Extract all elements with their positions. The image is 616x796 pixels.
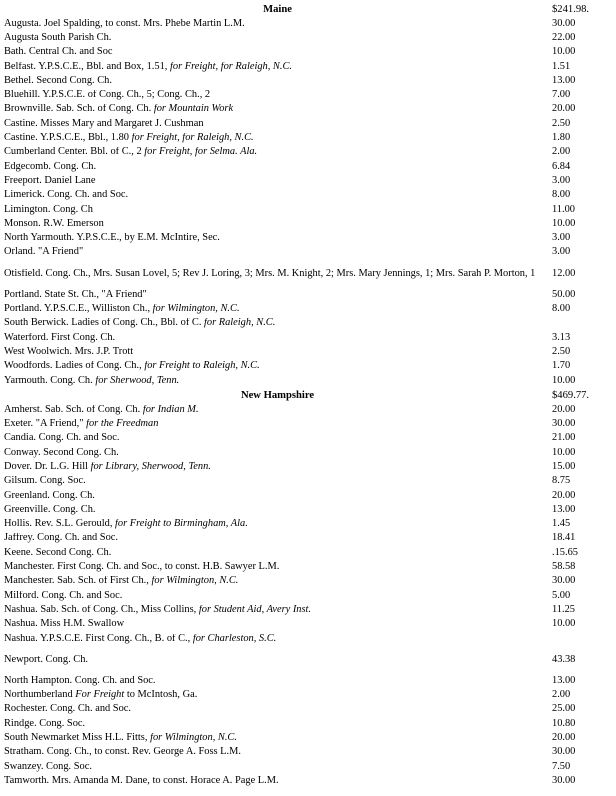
- entry-text: Swanzey. Cong. Soc.: [4, 761, 92, 772]
- entry-donor: [0, 62, 551, 73]
- entry-amount: 13.00: [552, 503, 576, 515]
- entry-amount: 13.00: [552, 674, 576, 686]
- entry-donor: [0, 655, 551, 666]
- entry-amount: 21.00: [552, 432, 576, 444]
- entry-amount: 5.00: [552, 589, 571, 601]
- entry-amount: 18.41: [552, 532, 576, 544]
- entry-amount: 2.50: [552, 345, 571, 357]
- ledger-row: [0, 174, 616, 188]
- ledger-row: [0, 589, 616, 603]
- entry-designation: for Charleston, S.C.: [192, 633, 277, 644]
- ledger-row: [0, 560, 616, 574]
- ledger-row: [0, 489, 616, 503]
- entry-designation: for Freight, for Selma. Ala.: [144, 147, 258, 158]
- entry-donor: [0, 462, 551, 473]
- entry-text: Exeter. "A Friend,": [4, 419, 84, 430]
- entry-amount: 1.45: [552, 518, 571, 530]
- entry-text: Manchester. First Cong. Ch. and Soc., to const. H.B. Sawyer L.M.: [4, 562, 280, 573]
- entry-text: Jaffrey. Cong. Ch. and Soc.: [4, 533, 118, 544]
- entry-donor: [0, 361, 551, 372]
- entry-donor: [0, 133, 551, 144]
- ledger-row: [0, 345, 616, 359]
- entry-amount: 3.13: [552, 331, 571, 343]
- ledger-row: [0, 646, 616, 674]
- ledger-row: [0, 417, 616, 431]
- entry-donor: [0, 762, 551, 773]
- entry-text-tail: to McIntosh, Ga.: [126, 690, 198, 701]
- entry-designation: for Wilmington, N.C.: [150, 733, 237, 744]
- entry-text: Milford. Cong. Ch. and Soc.: [4, 590, 123, 601]
- entry-amount: 30.00: [552, 418, 576, 430]
- ledger-row: [0, 518, 616, 532]
- entry-amount: 10.00: [552, 46, 576, 58]
- ledger-row: [0, 288, 616, 302]
- entry-text: Yarmouth. Cong. Ch.: [4, 375, 93, 386]
- entry-text: Castine. Y.P.S.C.E., Bbl., 1.80: [4, 133, 129, 144]
- entry-donor: [0, 90, 551, 101]
- entry-designation: for Sherwood, Tenn.: [95, 375, 180, 386]
- ledger-row: [0, 146, 616, 160]
- entry-text: Hollis. Rev. S.L. Gerould,: [4, 519, 113, 530]
- entry-donor: [0, 676, 551, 687]
- entry-text: Nashua. Miss H.M. Swallow: [4, 619, 125, 630]
- ledger-row: [0, 503, 616, 517]
- entry-donor: [0, 491, 551, 502]
- entry-donor: [0, 205, 551, 216]
- entry-text: North Hampton. Cong. Ch. and Soc.: [4, 675, 156, 686]
- ledger-row: [0, 231, 616, 245]
- entry-designation: for Freight to Birmingham, Ala.: [115, 519, 248, 530]
- entry-text: Greenland. Cong. Ch.: [4, 490, 95, 501]
- entry-amount: 43.38: [552, 653, 576, 665]
- entry-amount: 58.58: [552, 561, 576, 573]
- ledger-row: [0, 703, 616, 717]
- entry-designation: for the Freedman: [86, 419, 159, 430]
- entry-donor: [0, 634, 551, 645]
- entry-text: Castine. Misses Mary and Margaret J. Cushman: [4, 118, 204, 129]
- ledger-row: [0, 632, 616, 646]
- entry-amount: 8.00: [552, 303, 571, 315]
- entry-text: South Berwick. Ladies of Cong. Ch., Bbl. of C.: [4, 318, 202, 329]
- ledger-row: [0, 374, 616, 388]
- ledger-row: [0, 189, 616, 203]
- entry-designation: for Wilmington, N.C.: [152, 304, 240, 315]
- entry-text: Candia. Cong. Ch. and Soc.: [4, 433, 120, 444]
- entry-text: Rindge. Cong. Soc.: [4, 718, 86, 729]
- entry-donor: [0, 519, 551, 530]
- ledger-row: [0, 331, 616, 345]
- entry-text: Freeport. Daniel Lane: [4, 175, 96, 186]
- entry-amount: 3.00: [552, 174, 571, 186]
- entry-amount: 8.00: [552, 189, 571, 201]
- entry-text: Otisfield. Cong. Ch., Mrs. Susan Lovel, 5; Rev J. Loring, 3; Mrs. M. Knight, 2; Mrs. Mary Jennings, 1; Mrs. Sarah P. Morton, 1: [4, 268, 536, 279]
- entry-amount: 30.00: [552, 17, 576, 29]
- entry-text: Limington. Cong. Ch: [4, 204, 93, 215]
- ledger-row: [0, 317, 616, 331]
- entry-text: Monson. R.W. Emerson: [4, 218, 104, 229]
- entry-text: Northumberland: [4, 690, 73, 701]
- entry-amount: 1.80: [552, 132, 571, 144]
- entry-amount: 11.25: [552, 603, 575, 615]
- entry-amount: 1.70: [552, 360, 571, 372]
- ledger-row: [0, 60, 616, 74]
- entry-donor: [0, 233, 551, 244]
- entry-donor: [0, 704, 551, 715]
- entry-text: Amherst. Sab. Sch. of Cong. Ch.: [4, 404, 141, 415]
- entry-amount: 11.00: [552, 203, 575, 215]
- section-total: $241.98.: [552, 3, 590, 15]
- entry-designation: for Raleigh, N.C.: [204, 318, 276, 329]
- ledger-row: [0, 17, 616, 31]
- entry-designation: for Freight, for Raleigh, N.C.: [170, 61, 292, 72]
- entry-text: Portland. State St. Ch., "A Friend": [4, 289, 147, 300]
- entry-amount: 10.00: [552, 374, 576, 386]
- ledger-row: [0, 217, 616, 231]
- entry-donor: [0, 76, 551, 87]
- entry-designation: for Freight to Raleigh, N.C.: [144, 361, 260, 372]
- entry-donor: [0, 576, 551, 587]
- entry-donor: [0, 290, 551, 301]
- entry-donor: [0, 619, 551, 630]
- entry-amount: 3.00: [552, 246, 571, 258]
- entry-donor: [0, 219, 551, 230]
- ledger-row: [0, 603, 616, 617]
- ledger-row: [0, 731, 616, 745]
- entry-donor: [0, 562, 551, 573]
- entry-donor: [0, 119, 551, 130]
- ledger-row: [0, 360, 616, 374]
- ledger-row: [0, 460, 616, 474]
- entry-donor: [0, 347, 551, 358]
- entry-amount: 20.00: [552, 732, 576, 744]
- entry-text: Edgecomb. Cong. Ch.: [4, 161, 97, 172]
- entry-donor: [0, 776, 551, 787]
- entry-text: Bath. Central Ch. and Soc: [4, 47, 113, 58]
- entry-donor: [0, 419, 551, 430]
- entry-amount: 2.00: [552, 689, 571, 701]
- entry-amount: 8.75: [552, 475, 571, 487]
- entry-amount: 30.00: [552, 774, 576, 786]
- entry-amount: 1.51: [552, 60, 571, 72]
- entry-text: Portland. Y.P.S.C.E., Williston Ch.,: [4, 304, 151, 315]
- ledger-row: [0, 546, 616, 560]
- entry-text: Conway. Second Cong. Ch.: [4, 447, 119, 458]
- ledger-row: [0, 246, 616, 260]
- entry-donor: [0, 247, 551, 258]
- ledger-row: [0, 746, 616, 760]
- ledger-row: [0, 432, 616, 446]
- entry-donor: [0, 176, 551, 187]
- entry-amount: 50.00: [552, 288, 576, 300]
- ledger-row: [0, 618, 616, 632]
- section-title: Maine: [263, 3, 292, 15]
- entry-text: Keene. Second Cong. Ch.: [4, 547, 112, 558]
- ledger-row: [0, 131, 616, 145]
- entry-text: Newport. Cong. Ch.: [4, 654, 88, 665]
- entry-amount: 20.00: [552, 403, 576, 415]
- entry-text: Woodfords. Ladies of Cong. Ch.,: [4, 361, 142, 372]
- entry-text: Brownville. Sab. Sch. of Cong. Ch.: [4, 104, 152, 115]
- entry-text: Nashua. Sab. Sch. of Cong. Ch., Miss Collins,: [4, 604, 197, 615]
- entry-donor: [0, 448, 551, 459]
- entry-donor: [0, 269, 551, 280]
- entry-text: West Woolwich. Mrs. J.P. Trott: [4, 346, 134, 357]
- entry-donor: [0, 47, 551, 58]
- entry-donor: [0, 605, 551, 616]
- ledger-row: [0, 160, 616, 174]
- entry-text: Limerick. Cong. Ch. and Soc.: [4, 190, 129, 201]
- entry-amount: .15.65: [552, 546, 578, 558]
- entry-text: Waterford. First Cong. Ch.: [4, 332, 116, 343]
- entry-amount: 2.50: [552, 117, 571, 129]
- section-header-row: [0, 2, 616, 17]
- entry-text: Cumberland Center. Bbl. of C., 2: [4, 147, 142, 158]
- ledger-row: [0, 760, 616, 774]
- entry-text: Nashua. Y.P.S.C.E. First Cong. Ch., B. of C.,: [4, 633, 191, 644]
- entry-text: Augusta. Joel Spalding, to const. Mrs. Phebe Martin L.M.: [4, 18, 245, 29]
- entry-text: North Yarmouth. Y.P.S.C.E., by E.M. McIntire, Sec.: [4, 233, 220, 244]
- entry-text: Dover. Dr. L.G. Hill: [4, 462, 88, 472]
- ledger-row: [0, 74, 616, 88]
- ledger-row: [0, 446, 616, 460]
- entry-amount: 7.00: [552, 89, 571, 101]
- ledger-row: [0, 117, 616, 131]
- entry-donor: [0, 690, 551, 701]
- entry-text: Bluehill. Y.P.S.C.E. of Cong. Ch., 5; Cong. Ch., 2: [4, 90, 211, 101]
- entry-donor: [0, 333, 551, 344]
- entry-amount: 7.50: [552, 760, 571, 772]
- entry-text: Greenville. Cong. Ch.: [4, 504, 96, 515]
- entry-donor: [0, 162, 551, 173]
- ledger-row: [0, 403, 616, 417]
- ledger-row: [0, 717, 616, 731]
- entry-designation: for Freight, for Raleigh, N.C.: [131, 133, 254, 144]
- entry-amount: 10.00: [552, 217, 576, 229]
- entry-donor: [0, 505, 551, 516]
- entry-designation: for Student Aid, Avery Inst.: [198, 604, 312, 615]
- entry-text: Belfast. Y.P.S.C.E., Bbl. and Box, 1.51,: [4, 61, 168, 72]
- entry-donor: [0, 733, 551, 744]
- entry-amount: 3.00: [552, 232, 571, 244]
- entry-amount: 22.00: [552, 31, 576, 43]
- ledger-row: [0, 774, 616, 788]
- ledger-row: [0, 688, 616, 702]
- ledger-row: [0, 475, 616, 489]
- entry-amount: 25.00: [552, 703, 576, 715]
- entry-text: Gilsum. Cong. Soc.: [4, 476, 86, 487]
- entry-amount: 20.00: [552, 103, 576, 115]
- ledger-row: [0, 260, 616, 288]
- entry-amount: 10.00: [552, 618, 576, 630]
- entry-designation: for Indian M.: [142, 404, 199, 415]
- entry-amount: 30.00: [552, 746, 576, 758]
- entry-text: Manchester. Sab. Sch. of First Ch.,: [4, 576, 149, 587]
- entry-donor: [0, 104, 551, 115]
- entry-donor: [0, 304, 551, 315]
- entry-donor: [0, 548, 551, 559]
- section-title: New Hampshire: [240, 390, 315, 402]
- ledger-row: [0, 88, 616, 102]
- ledger-row: [0, 575, 616, 589]
- entry-amount: 10.00: [552, 446, 576, 458]
- entry-text: Orland. "A Friend": [4, 247, 84, 258]
- entry-designation: for Library, Sherwood, Tenn.: [90, 462, 211, 472]
- entry-text: Tamworth. Mrs. Amanda M. Dane, to const. Horace A. Page L.M.: [4, 775, 279, 786]
- entry-donor: [0, 533, 551, 544]
- entry-amount: 30.00: [552, 575, 576, 587]
- entry-text: Rochester. Cong. Ch. and Soc.: [4, 704, 131, 715]
- entry-donor: [0, 376, 551, 387]
- entry-donor: [0, 33, 551, 44]
- entry-text: Augusta South Parish Ch.: [4, 32, 112, 43]
- entry-donor: [0, 147, 551, 158]
- section-total: $469.77.: [552, 390, 590, 402]
- entry-amount: 12.00: [552, 267, 576, 279]
- entry-donor: [0, 476, 551, 487]
- ledger-row: [0, 532, 616, 546]
- entry-designation: for Mountain Work: [153, 104, 234, 115]
- entry-donor: [0, 19, 551, 30]
- entry-donor: [0, 591, 551, 602]
- entry-amount: 13.00: [552, 74, 576, 86]
- ledger-row: [0, 46, 616, 60]
- entry-text: South Newmarket Miss H.L. Fitts,: [4, 733, 148, 744]
- ledger-row: [0, 302, 616, 316]
- entry-designation: for Wilmington, N.C.: [151, 576, 239, 587]
- entry-donor: [0, 190, 551, 201]
- entry-donor: [0, 747, 551, 758]
- ledger-row: [0, 203, 616, 217]
- entry-text: Stratham. Cong. Ch., to const. Rev. George A. Foss L.M.: [4, 747, 241, 758]
- entry-donor: [0, 433, 551, 444]
- ledger-row: [0, 674, 616, 688]
- entry-amount: 2.00: [552, 146, 571, 158]
- entry-amount: 6.84: [552, 160, 571, 172]
- ledger-row: [0, 31, 616, 45]
- entry-amount: 20.00: [552, 489, 576, 501]
- entry-amount: 10.80: [552, 717, 576, 729]
- entry-text: Bethel. Second Cong. Ch.: [4, 75, 112, 86]
- ledger-row: [0, 103, 616, 117]
- entry-donor: [0, 719, 551, 730]
- entry-amount: 15.00: [552, 461, 576, 472]
- entry-designation: For Freight: [75, 690, 125, 701]
- entry-donor: [0, 405, 551, 416]
- section-header-row: [0, 388, 616, 403]
- entry-donor: [0, 318, 551, 329]
